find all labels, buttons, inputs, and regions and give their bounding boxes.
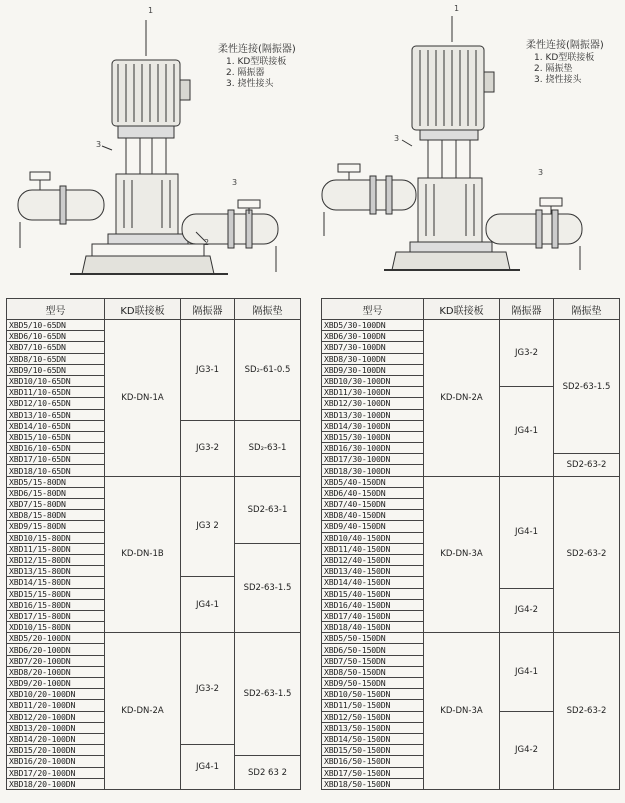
model-cell: XBD11/40-150DN: [322, 543, 424, 554]
spec-table-right: [321, 298, 620, 790]
legend-left: [218, 44, 296, 90]
legend-left-item-2: 2. 隔振器: [226, 68, 265, 78]
model-cell: XBD7/20-100DN: [7, 655, 105, 666]
table-header-row: [7, 299, 301, 320]
model-cell: XBD15/15-80DN: [7, 588, 105, 599]
model-cell: XBD14/15-80DN: [7, 577, 105, 588]
model-cell: XBD6/10-65DN: [7, 331, 105, 342]
model-cell: XBD15/20-100DN: [7, 745, 105, 756]
header-isolator: 隔振器: [500, 299, 554, 320]
model-cell: XBD5/15-80DN: [7, 476, 105, 487]
isolator-cell: JG4-1: [500, 476, 554, 588]
kd-plate-cell: KD-DN-1A: [105, 320, 181, 477]
model-cell: XBD17/15-80DN: [7, 610, 105, 621]
model-cell: XBD7/15-80DN: [7, 499, 105, 510]
model-cell: XBD12/40-150DN: [322, 554, 424, 565]
model-cell: XBD5/40-150DN: [322, 476, 424, 487]
model-cell: XBD8/20-100DN: [7, 666, 105, 677]
model-cell: XBD16/10-65DN: [7, 443, 105, 454]
legend-right-item-1: 1. KD型联接板: [534, 53, 595, 63]
ref-number-3b-right: 3: [538, 168, 544, 177]
model-cell: XBD17/20-100DN: [7, 767, 105, 778]
model-cell: XBD9/10-65DN: [7, 364, 105, 375]
model-cell: XBD16/20-100DN: [7, 756, 105, 767]
model-cell: XBD10/30-100DN: [322, 375, 424, 386]
model-cell: XBD6/15-80DN: [7, 487, 105, 498]
pad-cell: SD2-63-1.5: [235, 543, 301, 633]
model-cell: XBD9/20-100DN: [7, 678, 105, 689]
table-row: [7, 320, 301, 331]
header-model: 型号: [322, 299, 424, 320]
model-cell: XBD17/40-150DN: [322, 610, 424, 621]
model-cell: XBD14/20-100DN: [7, 733, 105, 744]
model-cell: XBD15/40-150DN: [322, 588, 424, 599]
model-cell: XBD5/20-100DN: [7, 633, 105, 644]
pad-cell: SD2-63-2: [554, 476, 620, 633]
kd-plate-cell: KD-DN-3A: [424, 633, 500, 790]
ref-number-1-left: 1: [148, 6, 154, 15]
model-cell: XBD12/15-80DN: [7, 554, 105, 565]
model-cell: XBD8/40-150DN: [322, 510, 424, 521]
header-isolator: 隔振器: [181, 299, 235, 320]
table-row: [7, 633, 301, 644]
legend-right-item-2: 2. 隔振垫: [534, 64, 573, 74]
model-cell: XBD12/20-100DN: [7, 711, 105, 722]
ref-number-2-left: 2: [204, 238, 210, 247]
isolator-cell: JG3-2: [181, 420, 235, 476]
model-cell: XBD6/30-100DN: [322, 331, 424, 342]
model-cell: XBD14/50-150DN: [322, 733, 424, 744]
model-cell: XBD5/10-65DN: [7, 320, 105, 331]
header-model: 型号: [7, 299, 105, 320]
pad-cell: SD2-63-1.5: [554, 320, 620, 454]
model-cell: XBD9/50-150DN: [322, 678, 424, 689]
model-cell: XBD13/40-150DN: [322, 566, 424, 577]
header-pad: 隔振垫: [235, 299, 301, 320]
isolator-cell: JG4-1: [500, 633, 554, 711]
model-cell: XBD13/50-150DN: [322, 722, 424, 733]
pad-cell: SD₂-61-0.5: [235, 320, 301, 421]
model-cell: XBD6/40-150DN: [322, 487, 424, 498]
kd-plate-cell: KD-DN-3A: [424, 476, 500, 633]
model-cell: XBD17/50-150DN: [322, 767, 424, 778]
model-cell: XBD5/50-150DN: [322, 633, 424, 644]
table-header-row: [322, 299, 620, 320]
pad-cell: SD2-63-1: [235, 476, 301, 543]
model-cell: XBD13/15-80DN: [7, 566, 105, 577]
model-cell: XBD16/40-150DN: [322, 599, 424, 610]
model-cell: XBD14/40-150DN: [322, 577, 424, 588]
model-cell: XBD15/10-65DN: [7, 431, 105, 442]
isolator-cell: JG3 2: [181, 476, 235, 577]
model-cell: XBD11/20-100DN: [7, 700, 105, 711]
isolator-cell: JG3-1: [181, 320, 235, 421]
header-kd-plate: KD联接板: [424, 299, 500, 320]
model-cell: XBD12/10-65DN: [7, 398, 105, 409]
model-cell: XBD11/30-100DN: [322, 387, 424, 398]
legend-right: [526, 40, 604, 86]
model-cell: XBD16/50-150DN: [322, 756, 424, 767]
legend-left-title: 柔性连接(隔振器): [218, 44, 296, 55]
isolator-cell: JG4-2: [500, 588, 554, 633]
model-cell: XBD11/50-150DN: [322, 700, 424, 711]
model-cell: XBD13/30-100DN: [322, 409, 424, 420]
model-cell: XBD16/30-100DN: [322, 443, 424, 454]
table-row: [322, 633, 620, 644]
model-cell: XBD10/40-150DN: [322, 532, 424, 543]
model-cell: XBD7/50-150DN: [322, 655, 424, 666]
pad-cell: SD2-63-1.5: [235, 633, 301, 756]
model-cell: XBD9/15-80DN: [7, 521, 105, 532]
kd-plate-cell: KD-DN-2A: [105, 633, 181, 790]
model-cell: XBD14/30-100DN: [322, 420, 424, 431]
kd-plate-cell: KD-DN-1B: [105, 476, 181, 633]
model-cell: XBD12/30-100DN: [322, 398, 424, 409]
table-row: [322, 320, 620, 331]
model-cell: XBD11/15-80DN: [7, 543, 105, 554]
model-cell: XBD10/10-65DN: [7, 375, 105, 386]
model-cell: XBD7/30-100DN: [322, 342, 424, 353]
model-cell: XBD9/30-100DN: [322, 364, 424, 375]
model-cell: XBD17/10-65DN: [7, 454, 105, 465]
pad-cell: SD2-63-2: [554, 454, 620, 476]
model-cell: XBD17/30-100DN: [322, 454, 424, 465]
ref-number-3-left: 3: [96, 140, 102, 149]
table-row: [7, 476, 301, 487]
model-cell: XBD13/10-65DN: [7, 409, 105, 420]
model-cell: XBD15/30-100DN: [322, 431, 424, 442]
model-cell: XBD13/20-100DN: [7, 722, 105, 733]
legend-right-item-3: 3. 挠性接头: [534, 75, 582, 85]
model-cell: XBD15/50-150DN: [322, 745, 424, 756]
table-row: [322, 476, 620, 487]
ref-number-3b-left: 3: [232, 178, 238, 187]
model-cell: XBD12/50-150DN: [322, 711, 424, 722]
ref-number-3-right: 3: [394, 134, 400, 143]
model-cell: XBD5/30-100DN: [322, 320, 424, 331]
model-cell: XBD7/10-65DN: [7, 342, 105, 353]
model-cell: XBD14/10-65DN: [7, 420, 105, 431]
header-pad: 隔振垫: [554, 299, 620, 320]
model-cell: XBD18/50-150DN: [322, 778, 424, 789]
header-kd-plate: KD联接板: [105, 299, 181, 320]
pad-cell: SD2 63 2: [235, 756, 301, 790]
spec-table-left: [6, 298, 301, 790]
isolator-cell: JG4-2: [500, 711, 554, 789]
model-cell: XBD18/40-150DN: [322, 622, 424, 633]
legend-left-item-1: 1. KD型联接板: [226, 57, 287, 67]
isolator-cell: JG3-2: [181, 633, 235, 745]
model-cell: XBD8/50-150DN: [322, 666, 424, 677]
legend-left-item-3: 3. 挠性接头: [226, 79, 274, 89]
pad-cell: SD₂-63-1: [235, 420, 301, 476]
isolator-cell: JG4-1: [181, 745, 235, 790]
model-cell: XBD18/20-100DN: [7, 778, 105, 789]
model-cell: XBD10/50-150DN: [322, 689, 424, 700]
model-cell: XBD6/50-150DN: [322, 644, 424, 655]
isolator-cell: JG4-1: [181, 577, 235, 633]
kd-plate-cell: KD-DN-2A: [424, 320, 500, 477]
ref-number-1-right: 1: [454, 4, 460, 13]
model-cell: XBD11/10-65DN: [7, 387, 105, 398]
model-cell: XBD6/20-100DN: [7, 644, 105, 655]
model-cell: XBD8/15-80DN: [7, 510, 105, 521]
model-cell: XBD8/30-100DN: [322, 353, 424, 364]
model-cell: XBD10/20-100DN: [7, 689, 105, 700]
model-cell: XBD8/10-65DN: [7, 353, 105, 364]
model-cell: XBD16/15-80DN: [7, 599, 105, 610]
model-cell: XDD10/15-80DN: [7, 622, 105, 633]
model-cell: XBD18/10-65DN: [7, 465, 105, 476]
model-cell: XBD18/30-100DN: [322, 465, 424, 476]
pad-cell: SD2-63-2: [554, 633, 620, 790]
model-cell: XBD9/40-150DN: [322, 521, 424, 532]
model-cell: XBD10/15-80DN: [7, 532, 105, 543]
model-cell: XBD7/40-150DN: [322, 499, 424, 510]
isolator-cell: JG4-1: [500, 387, 554, 477]
isolator-cell: JG3-2: [500, 320, 554, 387]
legend-right-title: 柔性连接(隔振器): [526, 40, 604, 51]
